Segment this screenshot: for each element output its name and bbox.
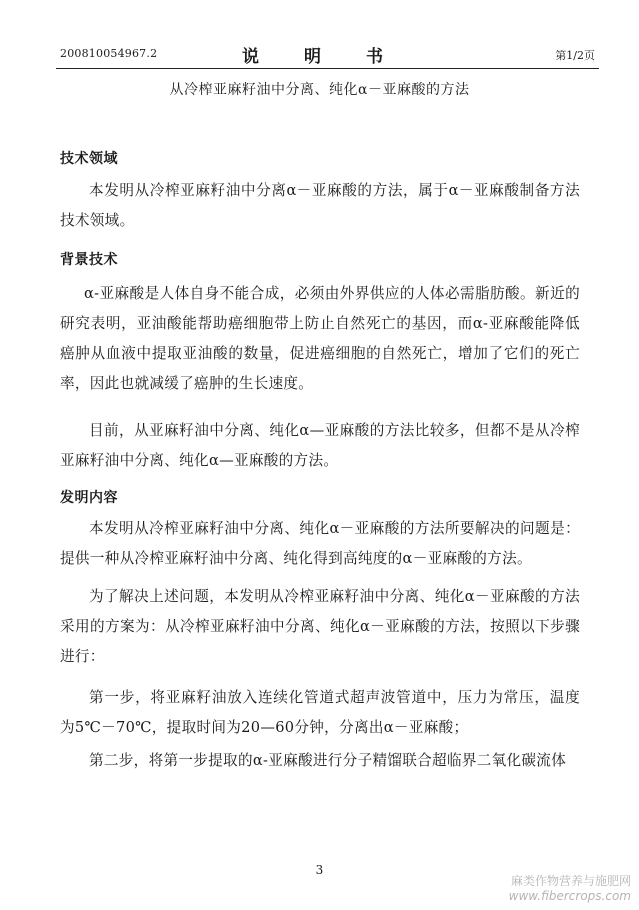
page-label: 第1/2页 bbox=[555, 49, 595, 62]
section-heading-background: 背景技术 bbox=[60, 252, 118, 268]
watermark bbox=[509, 874, 631, 904]
watermark-site-name: 麻类作物营养与施肥网 bbox=[510, 874, 631, 888]
paragraph-summary-1: 本发明从冷榨亚麻籽油中分离、纯化α－亚麻酸的方法所要解决的问题是：提供一种从冷榨亚麻籽油中分离、纯化得到高纯度的α－亚麻酸的方法。 bbox=[60, 520, 580, 567]
page-number: 3 bbox=[315, 863, 324, 877]
paragraph-summary-2: 为了解决上述问题，本发明从冷榨亚麻籽油中分离、纯化α－亚麻酸的方法采用的方案为：从冷榨亚麻籽油中分离、纯化α－亚麻酸的方法，按照以下步骤进行： bbox=[60, 588, 580, 665]
paragraph-background-1: α-亚麻酸是人体自身不能合成，必须由外界供应的人体必需脂肪酸。新近的研究表明，亚油酸能帮助癌细胞带上防止自然死亡的基因，而α-亚麻酸能降低癌肿从血液中提取亚油酸的数量，促进癌细胞的自然死亡，增加了它们的死亡率，因此也就减缓了癌肿的生长速度。 bbox=[60, 285, 580, 392]
paragraph-background-2: 目前，从亚麻籽油中分离、纯化α—亚麻酸的方法比较多，但都不是从冷榨亚麻籽油中分离、纯化α—亚麻酸的方法。 bbox=[60, 422, 580, 469]
header-divider bbox=[56, 68, 599, 69]
paragraph-step-2: 第二步，将第一步提取的α-亚麻酸进行分子精馏联合超临界二氧化碳流体 bbox=[89, 752, 567, 769]
section-heading-technical-field: 技术领域 bbox=[60, 151, 118, 167]
patent-number: 200810054967.2 bbox=[60, 47, 158, 60]
document-type: 说 明 书 bbox=[242, 47, 397, 67]
paragraph-technical-field: 本发明从冷榨亚麻籽油中分离α－亚麻酸的方法，属于α－亚麻酸制备方法技术领域。 bbox=[60, 182, 580, 229]
document-title: 从冷榨亚麻籽油中分离、纯化α－亚麻酸的方法 bbox=[169, 82, 470, 98]
watermark-url: www.fibercrops.com bbox=[508, 889, 631, 903]
section-heading-summary: 发明内容 bbox=[60, 490, 118, 506]
paragraph-step-1: 第一步，将亚麻籽油放入连续化管道式超声波管道中，压力为常压，温度为5℃－70℃，提取时间为20—60分钟，分离出α－亚麻酸； bbox=[60, 689, 580, 736]
